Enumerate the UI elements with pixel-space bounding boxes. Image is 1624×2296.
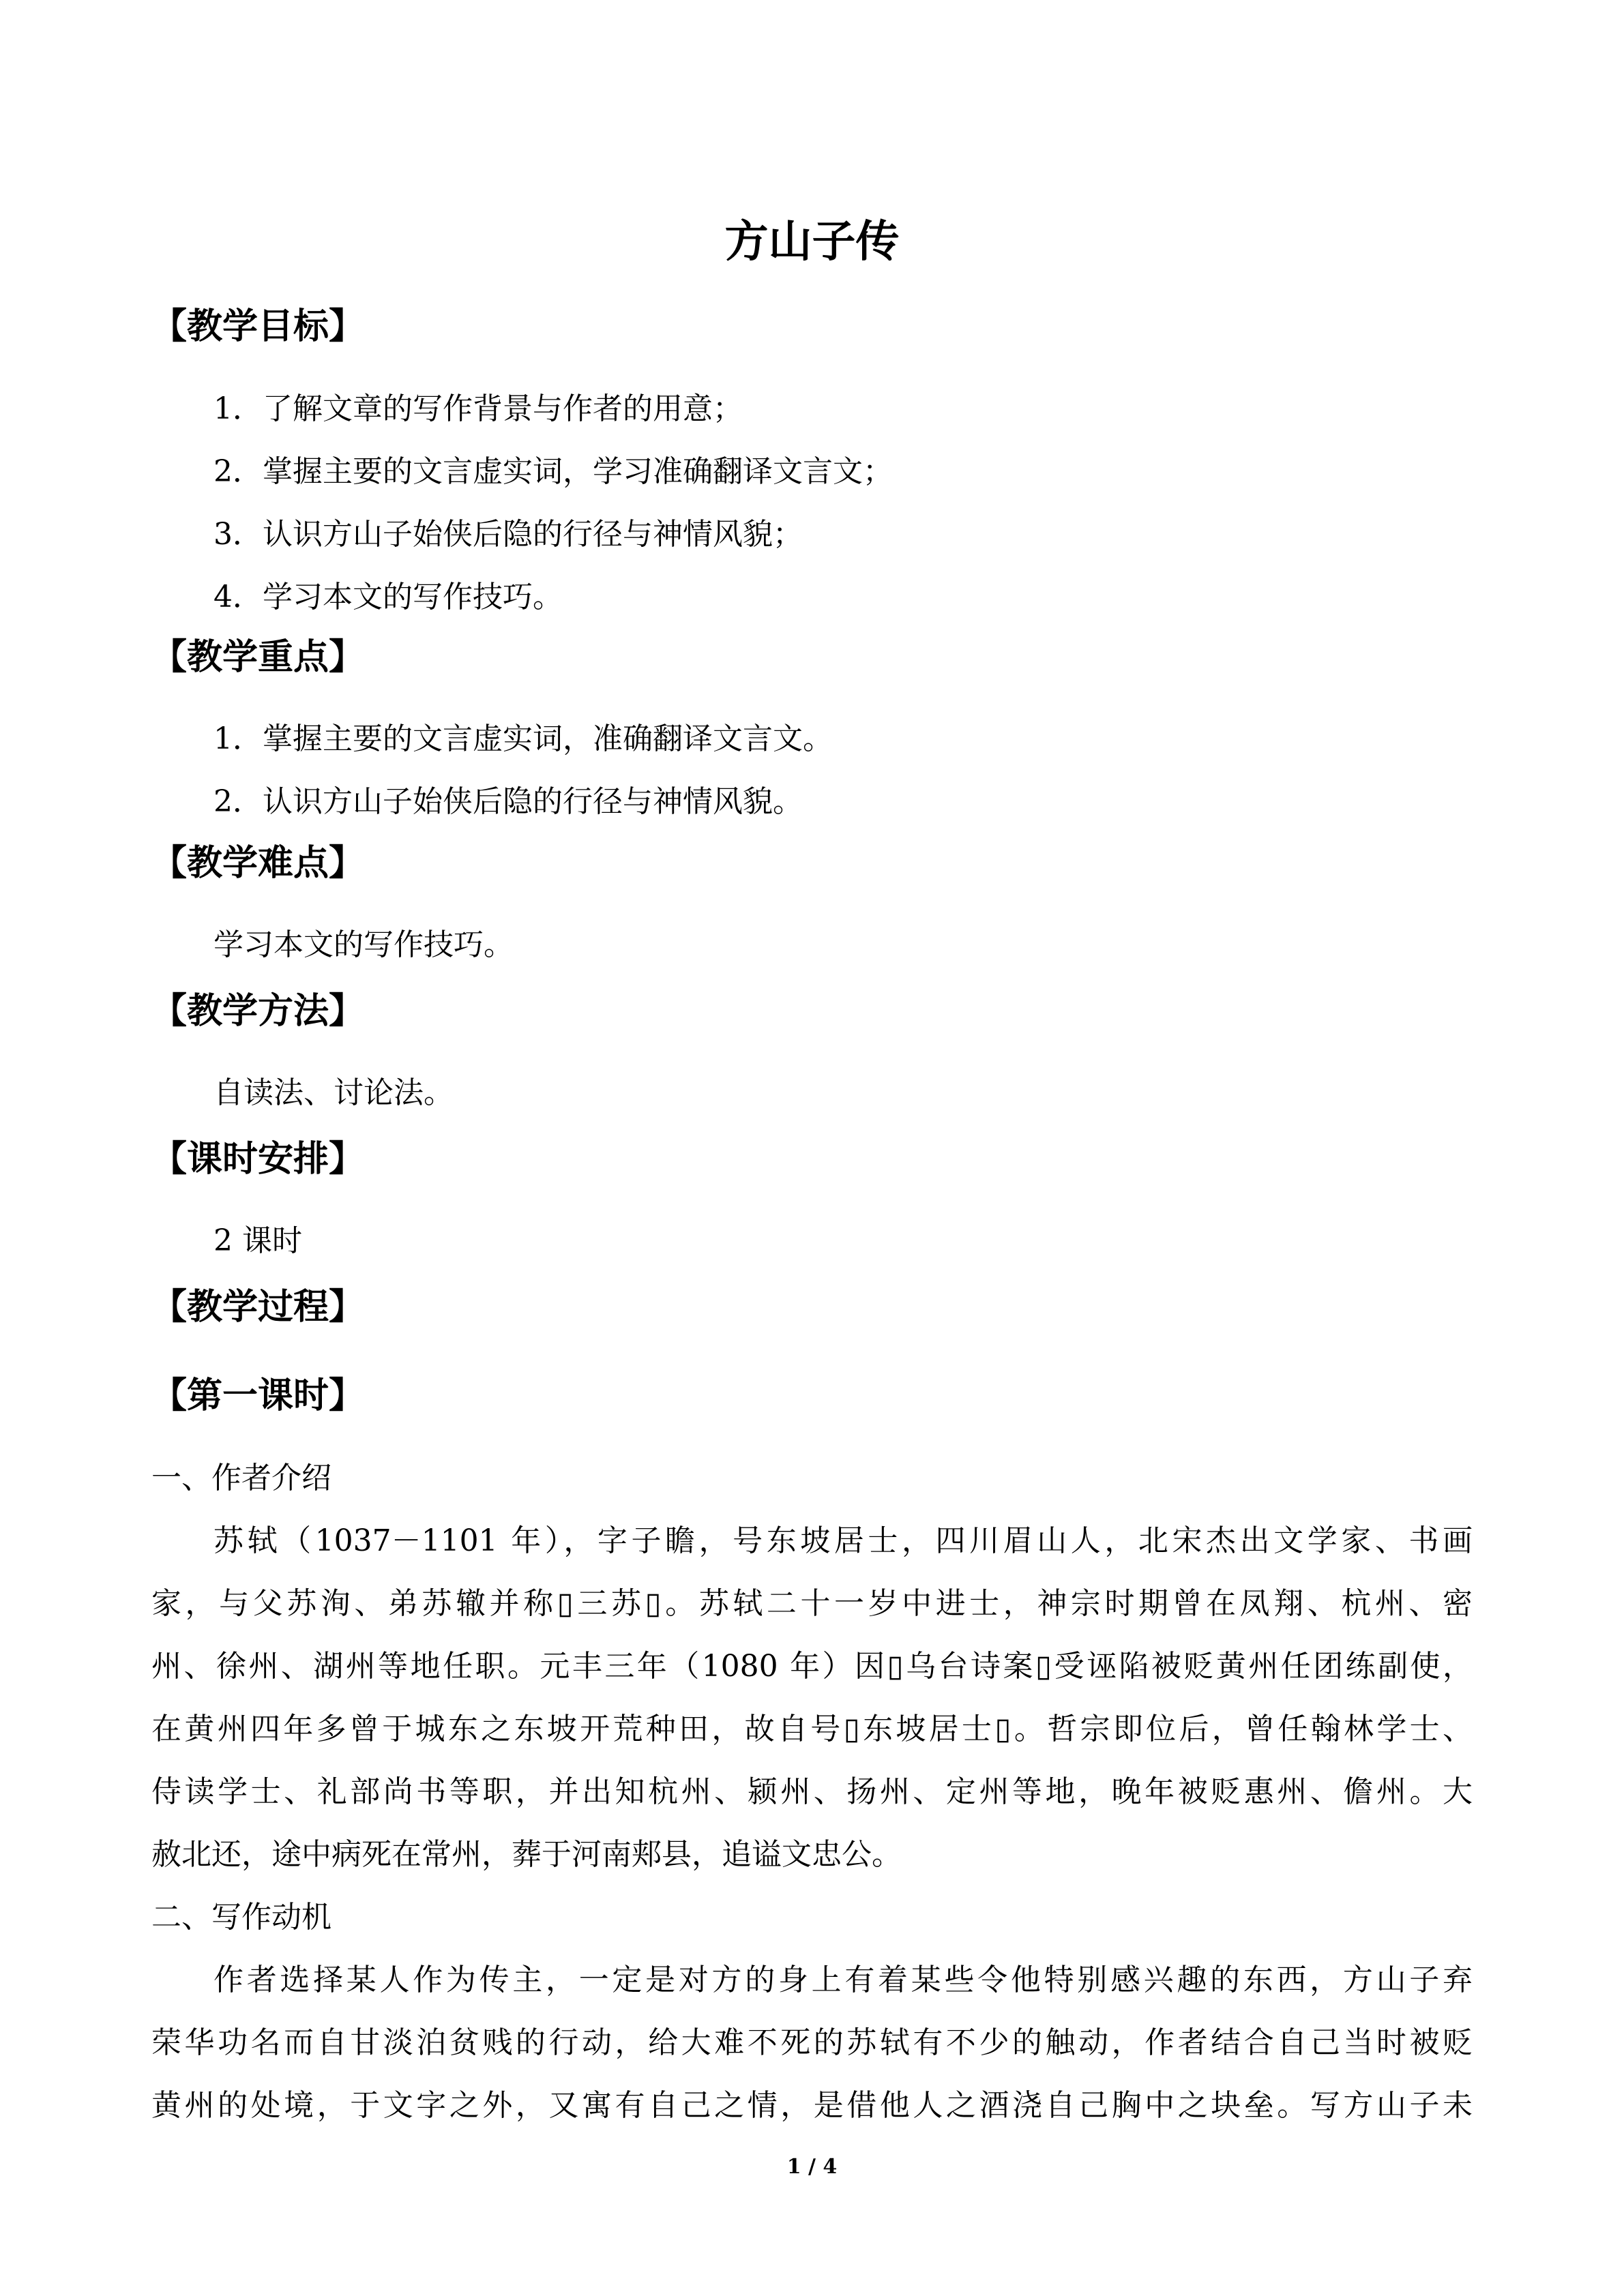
paragraph-line: 荣华功名而自甘淡泊贫贱的行动，给大难不死的苏轼有不少的触动，作者结合自己当时被贬 (151, 2025, 1473, 2060)
paragraph-line: 家，与父苏洵、弟苏辙并称▯三苏▯。苏轼二十一岁中进士，神宗时期曾在凤翔、杭州、密 (151, 1586, 1473, 1621)
heading-key-points: 【教学重点】 (151, 637, 365, 678)
methods-text: 自读法、讨论法。 (213, 1075, 454, 1110)
difficulties-text: 学习本文的写作技巧。 (213, 927, 514, 962)
paragraph-line: 州、徐州、湖州等地任职。元丰三年（1080 年）因▯乌台诗案▯受诬陷被贬黄州任团练副使， (151, 1649, 1473, 1684)
list-item: 1．了解文章的写作背景与作者的用意； (213, 391, 743, 426)
section-title-motive: 二、写作动机 (151, 1900, 331, 1935)
paragraph-line: 侍读学士、礼部尚书等职，并出知杭州、颍州、扬州、定州等地，晚年被贬惠州、儋州。大 (151, 1774, 1473, 1809)
paragraph-line: 苏轼（1037－1101 年），字子瞻，号东坡居士，四川眉山人，北宋杰出文学家、书画 (213, 1523, 1473, 1558)
heading-process: 【教学过程】 (151, 1287, 365, 1328)
heading-lesson-one: 【第一课时】 (151, 1375, 365, 1416)
schedule-text: 2 课时 (213, 1223, 302, 1258)
section-title-author: 一、作者介绍 (151, 1461, 331, 1495)
document-title: 方山子传 (724, 217, 900, 267)
paragraph-line: 在黄州四年多曾于城东之东坡开荒种田，故自号▯东坡居士▯。哲宗即位后，曾任翰林学士、 (151, 1712, 1473, 1746)
list-item: 4．学习本文的写作技巧。 (213, 580, 563, 614)
list-item: 2．认识方山子始侠后隐的行径与神情风貌。 (213, 784, 803, 819)
paragraph-line: 赦北还，途中病死在常州，葬于河南郏县，追谥文忠公。 (151, 1837, 902, 1872)
list-item: 2．掌握主要的文言虚实词，学习准确翻译文言文； (213, 454, 893, 489)
paragraph-line: 作者选择某人作为传主，一定是对方的身上有着某些令他特别感兴趣的东西，方山子弃 (213, 1963, 1473, 1997)
list-item: 1．掌握主要的文言虚实词，准确翻译文言文。 (213, 721, 833, 756)
heading-methods: 【教学方法】 (151, 991, 365, 1032)
heading-difficulties: 【教学难点】 (151, 843, 365, 884)
page-number: 1 / 4 (786, 2155, 838, 2179)
heading-teaching-goals: 【教学目标】 (151, 306, 365, 347)
list-item: 3．认识方山子始侠后隐的行径与神情风貌； (213, 517, 803, 552)
heading-schedule: 【课时安排】 (151, 1139, 365, 1180)
paragraph-line: 黄州的处境，于文字之外，又寓有自己之情，是借他人之酒浇自己胸中之块垒。写方山子未 (151, 2088, 1473, 2123)
